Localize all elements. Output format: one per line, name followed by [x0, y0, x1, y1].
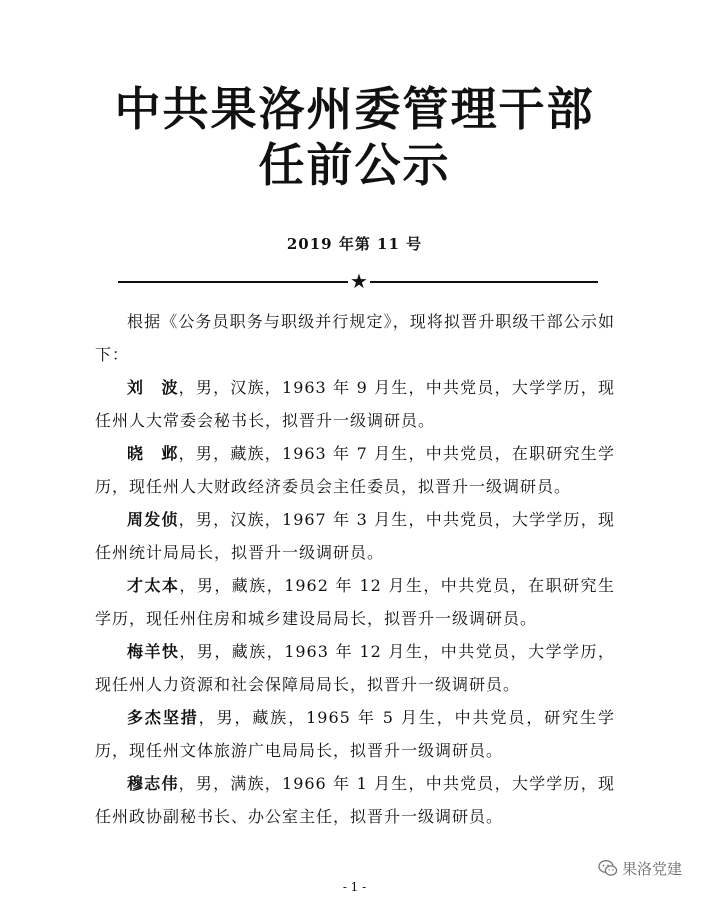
cadre-details: ，男，藏族，1962 年 12 月生，中共党员，在职研究生学历，现任州住房和城乡建设局局长，拟晋升一级调研员。 — [95, 576, 615, 628]
cadre-details: ，男，藏族，1963 年 12 月生，中共党员，大学学历，现任州人力资源和社会保障局局长，拟晋升一级调研员。 — [95, 642, 615, 694]
document-number: 2019 年第 11 号 — [286, 235, 423, 253]
cadre-entry — [95, 371, 615, 437]
document-title-line2: 任前公示 — [258, 138, 451, 192]
star-icon: ★ — [350, 269, 368, 293]
cadre-name: 刘 波 — [127, 378, 179, 397]
cadre-entry — [95, 635, 615, 701]
cadre-name: 晓 邺 — [127, 444, 179, 463]
cadre-details: ，男，藏族，1965 年 5 月生，中共党员，研究生学历，现任州文体旅游广电局局长，拟晋升一级调研员。 — [95, 708, 615, 760]
cadre-entry — [95, 767, 615, 833]
cadre-name: 周发侦 — [127, 510, 179, 529]
divider-line-right — [370, 281, 598, 283]
wechat-watermark — [598, 857, 682, 879]
document-body — [95, 305, 615, 833]
cadre-details: ，男，汉族，1967 年 3 月生，中共党员，大学学历，现任州统计局局长，拟晋升一级调研员。 — [95, 510, 615, 562]
divider-line-left — [118, 281, 348, 283]
title-divider — [118, 269, 598, 293]
intro-paragraph: 根据《公务员职务与职级并行规定》，现将拟晋升职级干部公示如下： — [95, 312, 615, 364]
cadre-details: ，男，满族，1966 年 1 月生，中共党员，大学学历，现任州政协副秘书长、办公室主任，拟晋升一级调研员。 — [95, 774, 615, 826]
cadre-name: 才太本 — [127, 576, 180, 595]
cadre-details: ，男，藏族，1963 年 7 月生，中共党员，在职研究生学历，现任州人大财政经济委员会主任委员，拟晋升一级调研员。 — [95, 444, 615, 496]
cadre-entry — [95, 569, 615, 635]
cadre-entry — [95, 701, 615, 767]
cadre-entry — [95, 503, 615, 569]
watermark-label: 果洛党建 — [622, 859, 683, 878]
cadre-name: 多杰坚措 — [127, 708, 199, 727]
wechat-icon — [598, 859, 618, 877]
cadre-details: ，男，汉族，1963 年 9 月生，中共党员，大学学历，现任州人大常委会秘书长，拟晋升一级调研员。 — [95, 378, 615, 430]
cadre-entry — [95, 437, 615, 503]
cadre-name: 穆志伟 — [127, 774, 179, 793]
cadre-name: 梅羊快 — [127, 642, 180, 661]
page-number: - 1 - — [342, 880, 367, 894]
document-title-line1: 中共果洛州委管理干部 — [114, 82, 595, 136]
